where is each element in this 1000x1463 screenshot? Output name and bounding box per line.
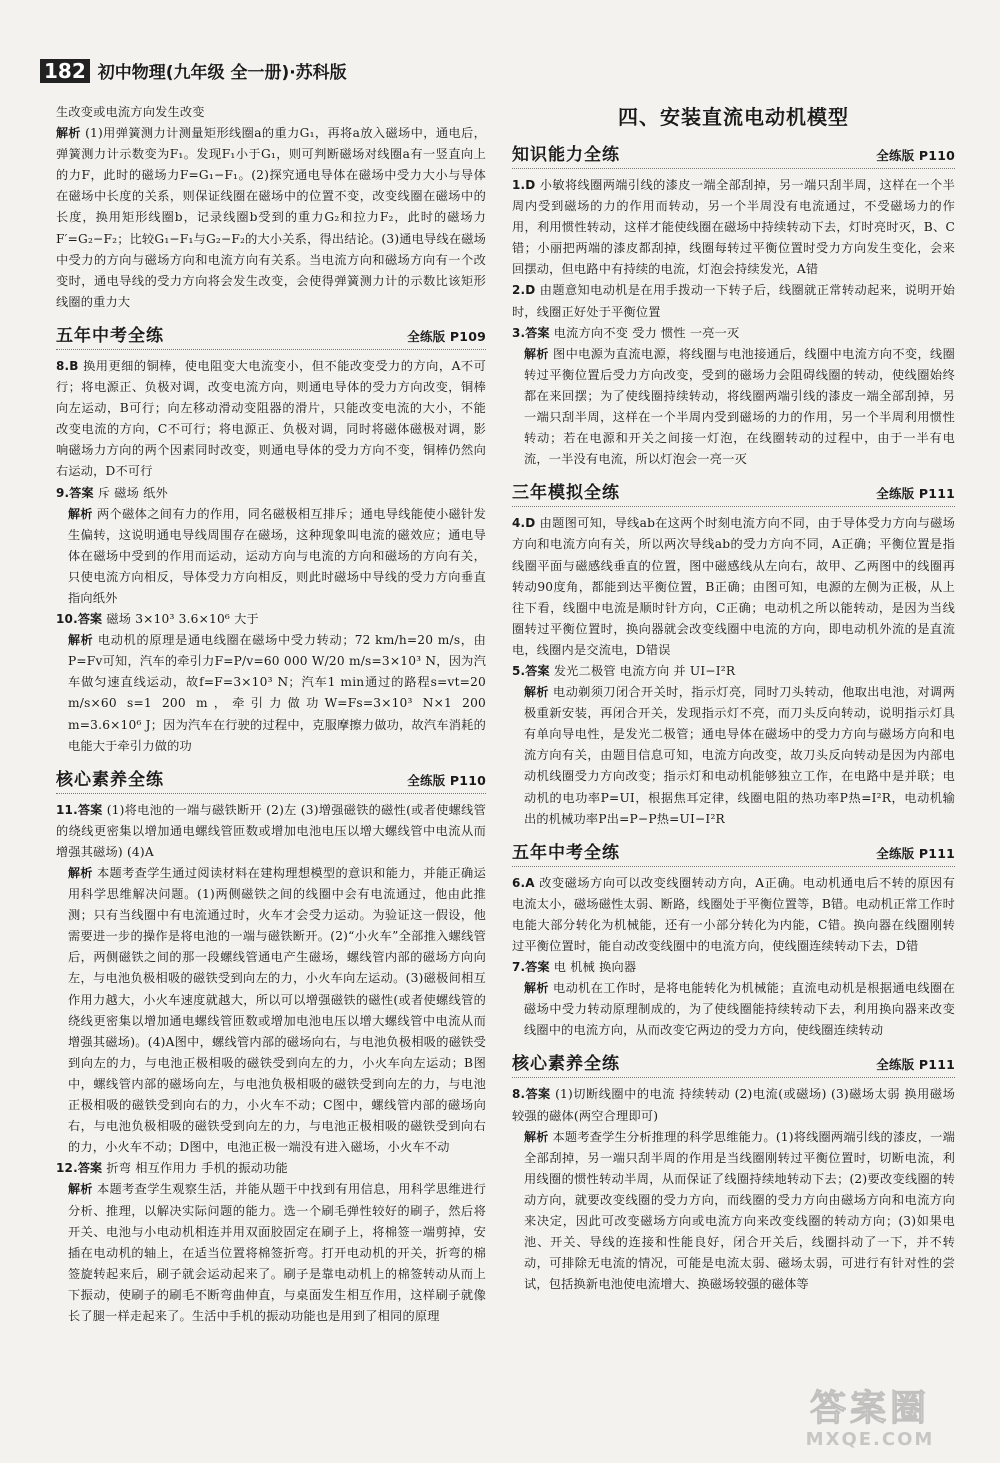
section-page-ref: 全练版 P110	[407, 772, 486, 788]
page-number: 182	[40, 59, 90, 83]
analysis-text: 本题考查学生通过阅读材料在建构理想模型的意识和能力，并能正确运用科学思维解决问题。(1)两侧磁铁之间的线圈中会有电流通过，他由此推测；只有当线圈中有电流通过时，火车才会受力运动。为验证这一假设，他需要进一步的操作是将电池的一端与磁铁断开。(2)“小火车”全部推入螺线管后，两侧磁铁之间的那一段螺线管通电产生磁场，螺线管内部的磁场方向向左，与电池负极相吸的磁铁受到向左的力，小火车向左运动。(3)磁极间相互作用力越大，小火车速度就越大，所以可以增强磁铁的磁性(或者使螺线管的绕线更密集以增加通电螺线管匝数或增加电池电压以增大螺线管中电流从而增强其磁场)。(4)A图中，螺线管内部的磁场向右，与电池负极相吸的磁铁受到向左的力，与电池正极相吸的磁铁受到向左的力，小火车向左运动；B图中，螺线管内部的磁场向左，与电池负极相吸的磁铁受到向左的力，与电池正极相吸的磁铁受到向右的力，小火车不动；C图中，螺线管内部的磁场向右，与电池负极相吸的磁铁受到向左的力，与电池正极相吸的磁铁受到向右的力，小火车不动；D图中，电池正极一端没有进入磁场，小火车不动	[68, 866, 486, 1155]
question-number: 11.答案	[56, 802, 103, 817]
analysis-text: (1)用弹簧测力计测量矩形线圈a的重力G₁，再将a放入磁场中，通电后，弹簧测力计示数变为F₁。发现F₁小于G₁，则可判断磁场对线圈a有一竖直向上的力F，此时的磁场力F=G₁−F₁。(2)探究通电导体在磁场中受力大小与导体在磁场中长度的关系，则保证线圈在磁场中的位置不变，改变线圈在磁场中的长度，换用矩形线圈b，记录线圈b受到的重力G₂和拉力F₂，此时的磁场力F′=G₂−F₂；比较G₁−F₁与G₂−F₂的大小关系，得出结论。(3)通电导线在磁场中受力的方向与磁场方向和电流方向有关系。当电流方向和磁场方向有一个改变时，通电导线的受力方向将会发生改变，会使得弹簧测力计的示数比该矩形线圈的重力大	[56, 126, 487, 309]
question-number: 7.答案	[512, 960, 550, 975]
question-number: 6.A	[512, 875, 535, 890]
question-text: 由题意知电动机是在用手拨动一下转子后，线圈就正常转动起来，说明开始时，线圈正好处于平衡位置	[512, 283, 955, 319]
analysis-text: 本题考查学生分析推理的科学思维能力。(1)将线圈两端引线的漆皮，一端全部刮掉，另一端只刮半周的作用是当线圈刚转过平衡位置时，切断电流，利用线圈的惯性转动半周，从而保证了线圈持续地转动下去；(2)要改变线圈的转动方向，就要改变线圈的受力方向，而线圈的受力方向由磁场方向和电流方向来决定，因此可改变磁场方向或电流方向来改变线圈的转动方向；(3)如果电池、开关、导线的连接和性能良好，闭合开关后，线圈抖动了一下，并不转动，可排除无电流的情况，可能是电流太弱、磁场太弱，可进行有针对性的尝试，包括换新电池使电流增大、换磁场较强的磁体等	[524, 1129, 955, 1292]
analysis-text: 电动机在工作时，是将电能转化为机械能；直流电动机是根据通电线圈在磁场中受力转动原理制成的，为了使线圈能持续转动下去，利用换向器来改变线圈中的电流方向，从而改变它两边的受力方向，使线圈连续转动	[524, 981, 956, 1038]
answer-text: 电流方向不变 受力 惯性 一亮一灭	[553, 325, 740, 340]
section-header-wunian-zhongkao-2	[512, 838, 955, 867]
question-number: 9.答案	[56, 485, 94, 500]
book-title: 初中物理(九年级 全一册)·苏科版	[97, 63, 347, 83]
answer-text: 电 机械 换向器	[553, 960, 637, 975]
analysis-text: 电动机的原理是通电线圈在磁场中受力转动；72 km/h=20 m/s，由P=Fv可知，汽车的牵引力F=P/v=60 000 W/20 m/s=3×10³ N，因为汽车做匀速直线运动，故f=F=3×10³ N；汽车1 min通过的路程s=vt=20 m/s×60 s=1 200 m，牵引力做功W=Fs=3×10³ N×1 200 m=3.6×10⁶ J；因为汽车在行驶的过程中，克服摩擦力做功，故汽车消耗的电能大于牵引力做的功	[68, 633, 486, 753]
answer-text: 斥 磁场 纸外	[97, 485, 168, 500]
analysis-text: 电动剃须刀闭合开关时，指示灯亮，同时刀头转动，他取出电池，对调两极重新安装，再闭合开关，发现指示灯不亮，而刀头反向转动，说明指示灯具有单向导电性，是发光二极管；通电导体在磁场中的受力方向与磁场方向和电流方向有关，由题目信息可知，电流方向改变，故刀头反向转动是因为内部电动机线圈受力方向改变；指示灯和电动机能够独立工作，在电路中是并联；电动机的电功率P=UI，根据焦耳定律，线圈电阻的热功率P热=I²R，电动机输出的机械功率P出=P−P热=UI−I²R	[524, 685, 956, 826]
analysis-label: 解析	[56, 126, 81, 141]
analysis-text: 图中电源为直流电源，将线圈与电池接通后，线圈中电流方向不变，线圈转过平衡位置后受力方向改变，受到的磁场力会阻碍线圈的转动，使线圈始终都在来回摆；为了使线圈持续转动，将线圈两端引线的漆皮一端全部刮掉，另一端只刮半周，这样在一个半周内受到磁场的力的作用，另一个半周利用惯性转动；若在电源和开关之间接一灯泡，在线圈转动的过程中，由于一半有电流，一半没有电流，所以灯泡会一亮一灭	[524, 346, 956, 467]
section-page-ref: 全练版 P111	[876, 486, 955, 502]
watermark-text: 答案圈	[809, 1388, 930, 1429]
section-header-wunian-zhongkao	[56, 321, 486, 350]
question-number: 4.D	[512, 516, 536, 531]
section-header-hexin-suyang-2	[512, 1049, 955, 1078]
question-text: 换用更细的铜棒，使电阻变大电流变小，但不能改变受力的方向，A不可行；将电源正、负极对调，改变电流方向，则通电导体的受力方向改变，铜棒向左运动，B可行；向左移动滑动变阻器的滑片，只能改变电流的大小，不能改变电流的方向，C不可行；将电源正、负极对调，同时将磁体磁极对调，影响磁场力方向的两个因素同时改变，则通电导体的受力方向不变，铜棒仍然向右运动，D不可行	[56, 358, 487, 479]
chapter-title: 四、安装直流电动机模型	[618, 105, 849, 129]
question-number: 8.答案	[512, 1087, 551, 1102]
page-header	[40, 58, 960, 88]
left-column	[56, 102, 486, 1327]
answer-text: (1)切断线圈中的电流 持续转动 (2)电流(或磁场) (3)磁场太弱 换用磁场较强的磁体(两空合理即可)	[512, 1087, 955, 1123]
analysis-label: 解析	[68, 506, 93, 521]
answer-text: (1)将电池的一端与磁铁断开 (2)左 (3)增强磁铁的磁性(或者使螺线管的绕线更密集以增加通电螺线管匝数或增加电池电压以增大螺线管中电流从而增强其磁场) (4)A	[56, 802, 486, 859]
analysis-label: 解析	[524, 1129, 549, 1144]
watermark-logo	[780, 1389, 960, 1455]
question-number: 2.D	[512, 283, 536, 298]
question-number: 3.答案	[512, 325, 550, 340]
section-page-ref: 全练版 P109	[407, 328, 486, 344]
analysis-label: 解析	[68, 1182, 93, 1197]
section-header-zhishi-nengli	[512, 140, 955, 169]
question-text: 小敏将线圈两端引线的漆皮一端全部刮掉，另一端只刮半周，这样在一个半周内受到磁场的力的作用而转动，另一个半周没有电流通过，不受磁场力的作用，利用惯性转动，这样才能使线圈在磁场中持续转动下去，灯时亮时灭，B、C错；小丽把两端的漆皮都刮掉，线圈每转过平衡位置时受力方向发生变化，会来回摆动，但电路中有持续的电流，灯泡会持续发光，A错	[512, 178, 955, 277]
analysis-label: 解析	[524, 346, 549, 361]
question-number: 8.B	[56, 358, 79, 373]
section-page-ref: 全练版 P111	[876, 845, 955, 861]
analysis-text: 两个磁体之间有力的作用，同名磁极相互排斥；通电导线能使小磁针发生偏转，这说明通电导线周围存在磁场，这种现象叫电流的磁效应；通电导体在磁场中受到的作用而运动，运动方向与电流的方向和磁场的方向有关，只使电流方向相反，导体受力方向相反，则此时磁场中导线的受力方向垂直指向纸外	[68, 506, 486, 605]
answer-continuation: 生改变或电流方向发生改变	[56, 105, 205, 119]
answer-text: 磁场 3×10³ 3.6×10⁶ 大于	[106, 612, 259, 627]
answer-text: 发光二极管 电流方向 并 UI−I²R	[553, 663, 736, 678]
answer-text: 折弯 相互作用力 手机的振动功能	[106, 1161, 288, 1176]
section-title: 三年模拟全练	[512, 483, 620, 504]
analysis-label: 解析	[524, 981, 549, 996]
section-title: 五年中考全练	[512, 842, 620, 863]
right-column	[512, 102, 955, 1295]
analysis-label: 解析	[524, 685, 549, 700]
watermark-url: MXQE.COM	[805, 1429, 935, 1450]
section-title: 核心素养全练	[56, 769, 164, 790]
analysis-label: 解析	[68, 866, 93, 880]
question-number: 1.D	[512, 178, 536, 192]
question-number: 5.答案	[512, 663, 550, 678]
section-page-ref: 全练版 P110	[876, 147, 955, 163]
analysis-label: 解析	[68, 633, 94, 648]
question-number: 12.答案	[56, 1161, 103, 1176]
section-header-hexin-suyang	[56, 765, 486, 794]
section-page-ref: 全练版 P111	[876, 1057, 955, 1073]
section-title: 核心素养全练	[512, 1054, 620, 1075]
section-title: 五年中考全练	[56, 325, 164, 346]
question-text: 改变磁场方向可以改变线圈转动方向，A正确。电动机通电后不转的原因有电流太小，磁场磁性太弱、断路，线圈处于平衡位置等，B错。电动机正常工作时电能大部分转化为机械能，还有一小部分转化为内能，C错。换向器在线圈刚转过平衡位置时，能自动改变线圈中的电流方向，使线圈连续转动下去，D错	[512, 875, 955, 953]
section-header-sannian-moni	[512, 478, 955, 507]
section-title: 知识能力全练	[512, 144, 620, 165]
question-number: 10.答案	[56, 612, 103, 627]
analysis-text: 本题考查学生观察生活，并能从题干中找到有用信息，用科学思维进行分析、推理，以解决实际问题的能力。选一个刷毛弹性较好的刷子，然后将开关、电池与小电动机相连并用双面胶固定在刷子上，将棉签一端剪掉，安插在电动机的轴上，在适当位置将棉签折弯。打开电动机的开关，折弯的棉签旋转起来后，刷子就会运动起来了。刷子是靠电动机上的棉签转动从而上下振动，使刷子的刷毛不断弯曲伸直，与桌面发生相互作用，这样刷子就像长了腿一样走起来了。生活中手机的振动功能也是用到了相同的原理	[68, 1182, 486, 1323]
question-text: 由题图可知，导线ab在这两个时刻电流方向不同，由于导体受力方向与磁场方向和电流方向有关，所以两次导线ab的受力方向不同，A正确；平衡位置是指线圈平面与磁感线垂直的位置，图中磁感线从左向右，故甲、乙两图中的线圈再转动90度角，都能到达平衡位置，B正确；由图可知，电源的左侧为正极，从上往下看，线圈中电流是顺时针方向，C正确；电动机之所以能转动，是因为当线圈转过平衡位置时，换向器就会改变线圈中电流的方向，即电动机外流的是直流电，线圈内是交流电，D错误	[512, 516, 955, 657]
